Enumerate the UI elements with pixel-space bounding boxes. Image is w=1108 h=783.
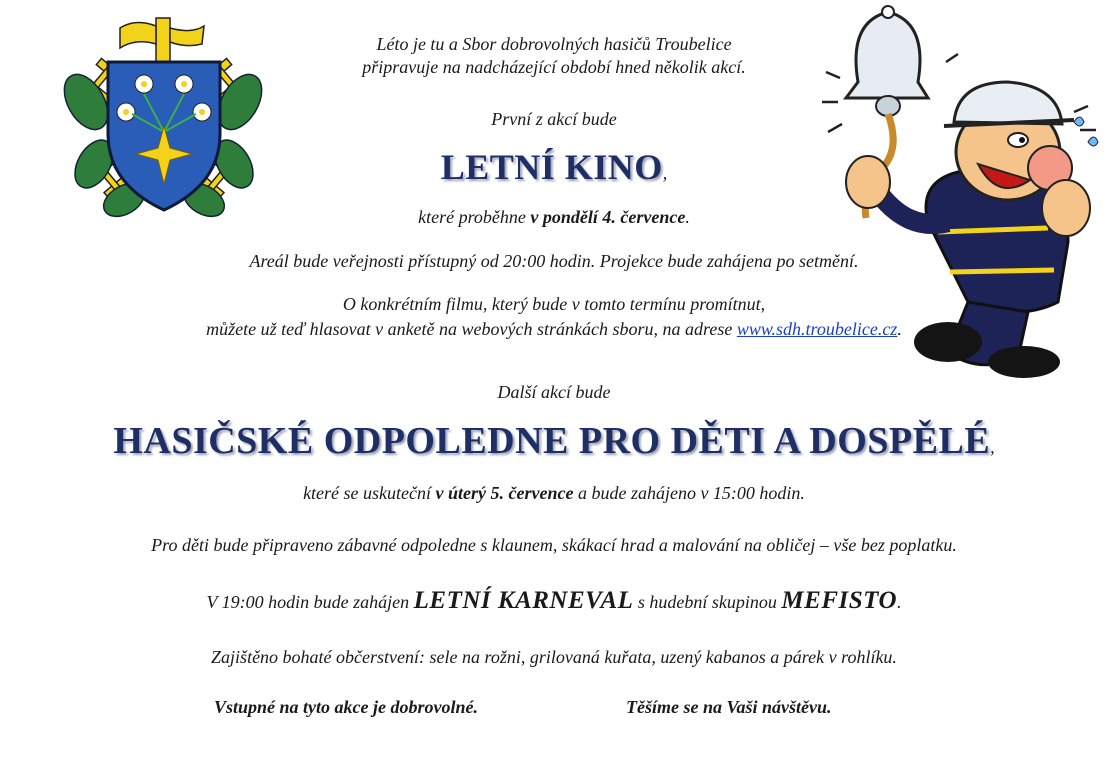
carnival-prefix: V 19:00 hodin bude zahájen bbox=[206, 592, 414, 612]
event2-title-row bbox=[0, 418, 1108, 470]
carnival-end: . bbox=[897, 592, 902, 612]
entry-fee-note: Vstupné na tyto akce je dobrovolné. bbox=[214, 697, 478, 717]
event2-title-comma: , bbox=[990, 437, 995, 457]
event2-food: Zajištěno bohaté občerstvení: sele na rožni, grilovaná kuřata, uzený kabanos a párek v rohlíku. bbox=[211, 647, 897, 667]
carnival-mid: s hudební skupinou bbox=[633, 592, 782, 612]
event1-date: v pondělí 4. července bbox=[530, 207, 686, 227]
event2-kids: Pro děti bude připraveno zábavné odpoledne s klaunem, skákací hrad a malování na obličej – vše bez poplatku. bbox=[151, 535, 957, 555]
website-link[interactable]: www.sdh.troubelice.cz bbox=[736, 319, 898, 339]
intro-line-2: připravuje na nadcházející období hned několik akcí. bbox=[362, 57, 746, 77]
closing-greeting: Těšíme se na Vaši návštěvu. bbox=[626, 697, 832, 717]
event1-access: Areál bude veřejnosti přístupný od 20:00 hodin. Projekce bude zahájena po setmění. bbox=[249, 251, 859, 271]
event2-carnival-row bbox=[0, 586, 1108, 617]
band-name: MEFISTO bbox=[781, 587, 898, 614]
event1-title-row bbox=[0, 146, 1108, 194]
event1-title: LETNÍ KINO bbox=[440, 147, 663, 187]
event1-date-row bbox=[0, 206, 1108, 228]
event2-lead: Další akcí bude bbox=[497, 382, 611, 402]
event1-date-prefix: které proběhne bbox=[418, 207, 531, 227]
carnival-name: LETNÍ KARNEVAL bbox=[413, 587, 634, 614]
event1-film-line-2 bbox=[0, 318, 1108, 340]
event1-film-line-2-end: . bbox=[897, 319, 902, 339]
event1-title-comma: , bbox=[662, 163, 668, 183]
event2-title: HASIČSKÉ ODPOLEDNE PRO DĚTI A DOSPĚLÉ bbox=[113, 420, 991, 462]
event1-date-suffix: . bbox=[685, 207, 690, 227]
event1-lead: První z akcí bude bbox=[491, 109, 617, 129]
intro-line-1: Léto je tu a Sbor dobrovolných hasičů Troubelice bbox=[376, 34, 732, 54]
event2-date-suffix: a bude zahájeno v 15:00 hodin. bbox=[573, 483, 805, 503]
event2-date: v úterý 5. července bbox=[435, 483, 574, 503]
event2-date-row bbox=[0, 482, 1108, 504]
event1-film-line-2-text: můžete už teď hlasovat v anketě na webových stránkách sboru, na adrese bbox=[206, 319, 737, 339]
event1-film-line-1: O konkrétním filmu, který bude v tomto termínu promítnut, bbox=[342, 294, 766, 314]
event2-date-prefix: které se uskuteční bbox=[303, 483, 436, 503]
